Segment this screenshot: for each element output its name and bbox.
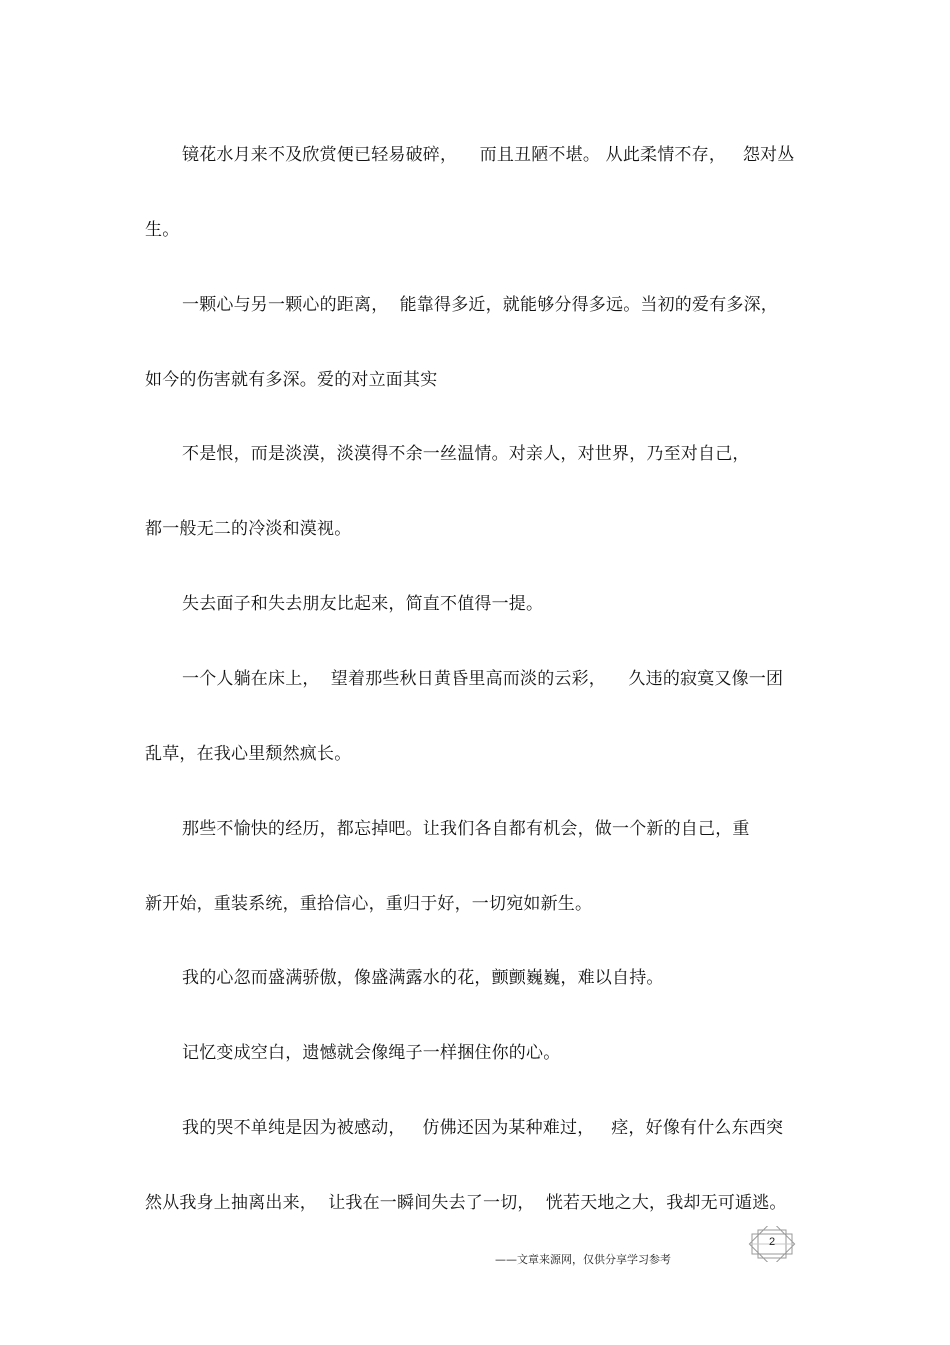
text-line: 一颗心与另一颗心的距离， 能靠得多近，就能够分得多远。当初的爱有多深， — [182, 295, 779, 315]
text-line: 都一般无二的冷淡和漠视。 — [145, 519, 352, 539]
text-line: 记忆变成空白，遗憾就会像绳子一样捆住你的心。 — [182, 1043, 561, 1063]
text-line: 镜花水月来不及欣赏便已轻易破碎， 而且丑陋不堪。 从此柔情不存， 怨对丛 — [182, 145, 795, 165]
text-line: 不是恨，而是淡漠，淡漠得不余一丝温情。对亲人，对世界，乃至对自己， — [182, 444, 750, 464]
text-line: 然从我身上抽离出来， 让我在一瞬间失去了一切， 恍若天地之大，我却无可遁逃。 — [145, 1193, 787, 1213]
text-line: 一个人躺在床上， 望着那些秋日黄昏里高而淡的云彩， 久违的寂寞又像一团 — [182, 669, 784, 689]
text-line: 新开始，重装系统，重拾信心，重归于好，一切宛如新生。 — [145, 894, 593, 914]
page-number: 2 — [768, 1236, 776, 1248]
text-line: 我的哭不单纯是因为被感动， 仿佛还因为某种难过， 痉，好像有什么东西突 — [182, 1118, 784, 1138]
text-line: 如今的伤害就有多深。爱的对立面其实 — [145, 370, 438, 390]
text-line: 那些不愉快的经历，都忘掉吧。让我们各自都有机会，做一个新的自己，重 — [182, 819, 750, 839]
footer-note: ——文章来源网，仅供分享学习参考 — [495, 1253, 671, 1266]
text-line: 我的心忽而盛满骄傲，像盛满露水的花，颤颤巍巍，难以自持。 — [182, 968, 664, 988]
text-line: 生。 — [145, 220, 180, 240]
text-line: 失去面子和失去朋友比起来，简直不值得一提。 — [182, 594, 544, 614]
text-line: 乱草，在我心里颓然疯长。 — [145, 744, 352, 764]
